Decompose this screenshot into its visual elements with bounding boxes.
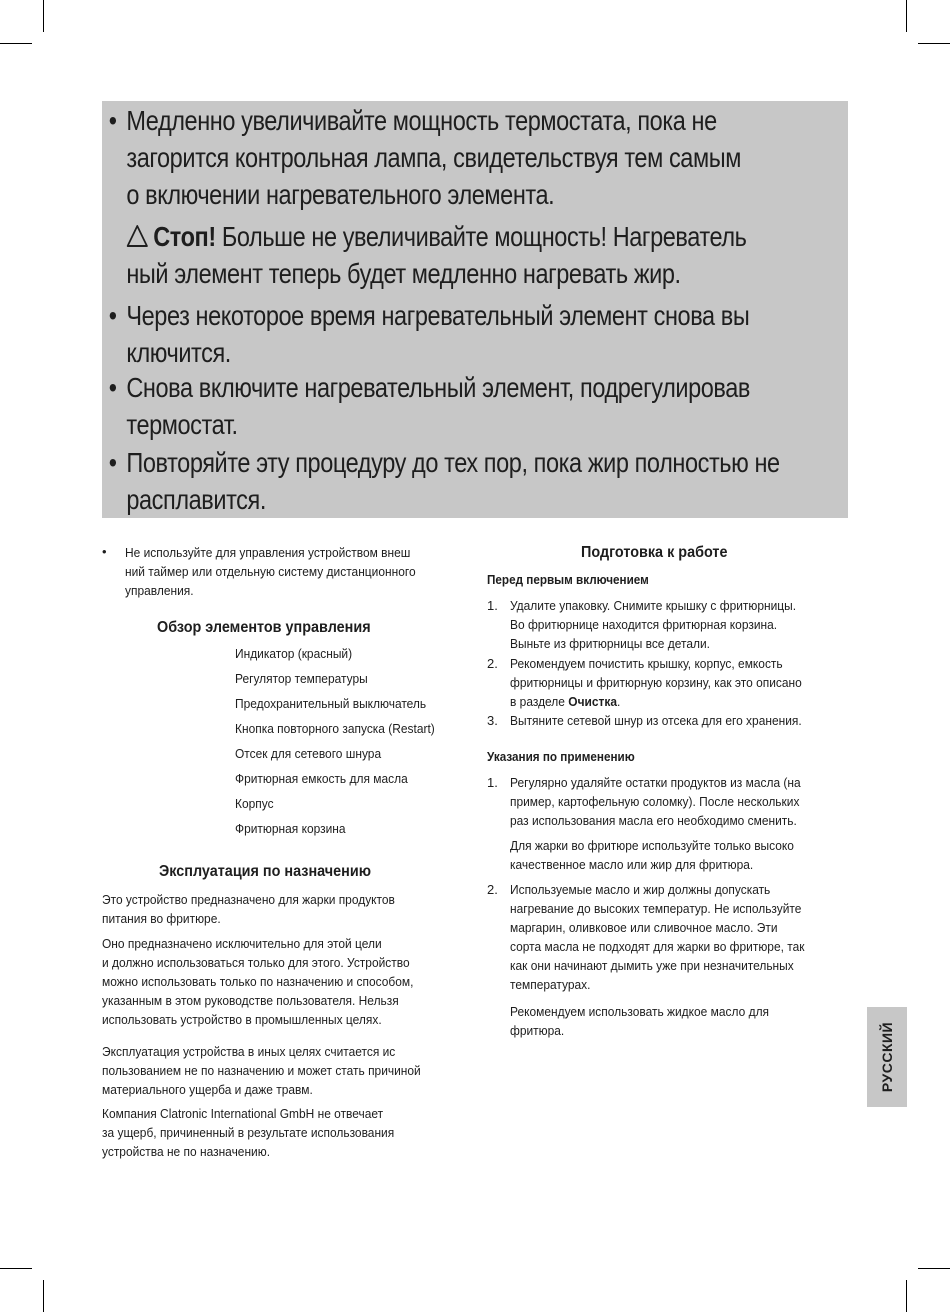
text-line: Рекомендуем использовать жидкое масло для	[510, 1004, 770, 1019]
control-item: Кнопка повторного запуска (Restart)	[235, 721, 435, 736]
text-line: Для жарки во фритюре используйте только высоко	[510, 838, 794, 853]
list-item	[510, 773, 826, 830]
controls-heading: Обзор элементов управления	[157, 619, 371, 636]
list-item	[510, 596, 821, 653]
usage-paragraph	[102, 1042, 448, 1099]
text-line: Рекомендуем почистить крышку, корпус, емкость	[510, 656, 783, 671]
crop-mark	[906, 1280, 907, 1312]
bullet: •	[108, 447, 117, 478]
language-tab	[867, 1007, 907, 1107]
text-line: можно использовать только по назначению и способом,	[102, 974, 414, 989]
text-line: Больше не увеличивайте мощность! Нагреватель	[221, 221, 747, 252]
crop-mark	[43, 1280, 44, 1312]
control-item: Регулятор температуры	[235, 671, 368, 686]
list-number: 2.	[487, 882, 498, 897]
language-label: РУССКИЙ	[879, 1021, 895, 1093]
text-line: Через некоторое время нагревательный элемент снова вы	[126, 300, 750, 331]
cleaning-link-text: Очистка	[568, 694, 618, 709]
usage-heading: Эксплуатация по назначению	[159, 863, 372, 880]
text-line: загорится контрольная лампа, свидетельствуя тем самым	[126, 142, 741, 173]
text-line: о включении нагревательного элемента.	[126, 179, 555, 210]
crop-mark	[918, 1268, 950, 1269]
control-item: Корпус	[235, 796, 274, 811]
text-line: раз использования масла его необходимо сменить.	[510, 813, 797, 828]
list-number: 1.	[487, 775, 498, 790]
list-number: 2.	[487, 656, 498, 671]
stop-label: Стоп!	[153, 221, 216, 252]
list-number: 3.	[487, 713, 498, 728]
text-line: качественное масло или жир для фритюра.	[510, 857, 754, 872]
text-line: Не используйте для управления устройством внеш	[125, 545, 411, 560]
control-item: Фритюрная емкость для масла	[235, 771, 408, 786]
list-item	[510, 711, 827, 730]
text-line: Компания Clatronic International GmbH не отвечает	[102, 1106, 384, 1121]
text-line: фритюрницы и фритюрную корзину, как это описано	[510, 675, 802, 690]
text-line: использовать устройство в промышленных целях.	[102, 1012, 382, 1027]
list-item	[510, 880, 830, 994]
list-item-note	[510, 1002, 792, 1040]
text-line: Регулярно удаляйте остатки продуктов из масла (на	[510, 775, 801, 790]
tips-heading: Указания по применению	[487, 749, 635, 764]
text-line: Снова включите нагревательный элемент, подрегулировав	[126, 372, 750, 403]
usage-paragraph	[102, 1104, 420, 1161]
control-item: Отсек для сетевого шнура	[235, 746, 382, 761]
text-line: указанным в этом руководстве пользователя. Нельзя	[102, 993, 399, 1008]
text-line: как они начинают дымить уже при незначительных	[510, 958, 794, 973]
text-line: пример, картофельную соломку). После нескольких	[510, 794, 800, 809]
text-line: Используемые масло и жир должны допускать	[510, 882, 771, 897]
text-line: нагревание до высоких температур. Не используйте	[510, 901, 802, 916]
text-line: Эксплуатация устройства в иных целях считается ис	[102, 1044, 396, 1059]
text-line: Это устройство предназначено для жарки продуктов	[102, 892, 395, 907]
warning-triangle-icon	[126, 224, 148, 248]
list-item-note	[510, 836, 819, 874]
text-line: Оно предназначено исключительно для этой цели	[102, 936, 382, 951]
text-line: ключится.	[126, 337, 231, 368]
text-fragment: в разделе	[510, 694, 569, 709]
text-line: сорта масла не подходят для жарки во фритюре, так	[510, 939, 805, 954]
crop-mark	[0, 1268, 32, 1269]
text-line: Повторяйте эту процедуру до тех пор, пока жир полностью не	[126, 447, 780, 478]
bullet: •	[102, 544, 107, 559]
control-item: Предохранительный выключатель	[235, 696, 427, 711]
text-line: фритюра.	[510, 1023, 565, 1038]
bullet: •	[108, 105, 117, 136]
text-line: ний таймер или отдельную систему дистанционного	[125, 564, 416, 579]
text-line: Медленно увеличивайте мощность термостата, пока не	[126, 105, 717, 136]
usage-paragraph	[102, 890, 420, 928]
list-item	[510, 654, 827, 711]
text-fragment: .	[617, 694, 621, 709]
text-line: управления.	[125, 583, 194, 598]
crop-mark	[43, 0, 44, 32]
text-line: температурах.	[510, 977, 591, 992]
text-line: термостат.	[126, 409, 238, 440]
text-line: материального ущерба и даже травм.	[102, 1082, 313, 1097]
text-line: Во фритюрнице находится фритюрная корзина.	[510, 617, 778, 632]
bullet: •	[108, 372, 117, 403]
crop-mark	[918, 43, 950, 44]
crop-mark	[906, 0, 907, 32]
control-item: Фритюрная корзина	[235, 821, 346, 836]
text-line: расплавится.	[126, 484, 266, 515]
text-line: Выньте из фритюрницы все детали.	[510, 636, 710, 651]
text-line: и должно использоваться только для этого. Устройство	[102, 955, 410, 970]
text-line: питания во фритюре.	[102, 911, 221, 926]
text-line: Вытяните сетевой шнур из отсека для его хранения.	[510, 713, 802, 728]
control-item: Индикатор (красный)	[235, 646, 353, 661]
text-line: маргарин, оливковое или сливочное масло. Эти	[510, 920, 778, 935]
crop-mark	[0, 43, 32, 44]
first-use-heading: Перед первым включением	[487, 572, 649, 587]
text-line: Удалите упаковку. Снимите крышку с фритюрницы.	[510, 598, 797, 613]
text-line: ный элемент теперь будет медленно нагревать жир.	[126, 258, 681, 289]
text-line: устройства не по назначению.	[102, 1144, 271, 1159]
list-number: 1.	[487, 598, 498, 613]
intro-paragraph	[125, 543, 441, 600]
text-line: за ущерб, причиненный в результате использования	[102, 1125, 395, 1140]
prep-heading: Подготовка к работе	[581, 544, 728, 561]
bullet: •	[108, 300, 117, 331]
usage-paragraph	[102, 934, 441, 1029]
highlight-box	[102, 101, 848, 518]
text-line: пользованием не по назначению и может стать причиной	[102, 1063, 421, 1078]
